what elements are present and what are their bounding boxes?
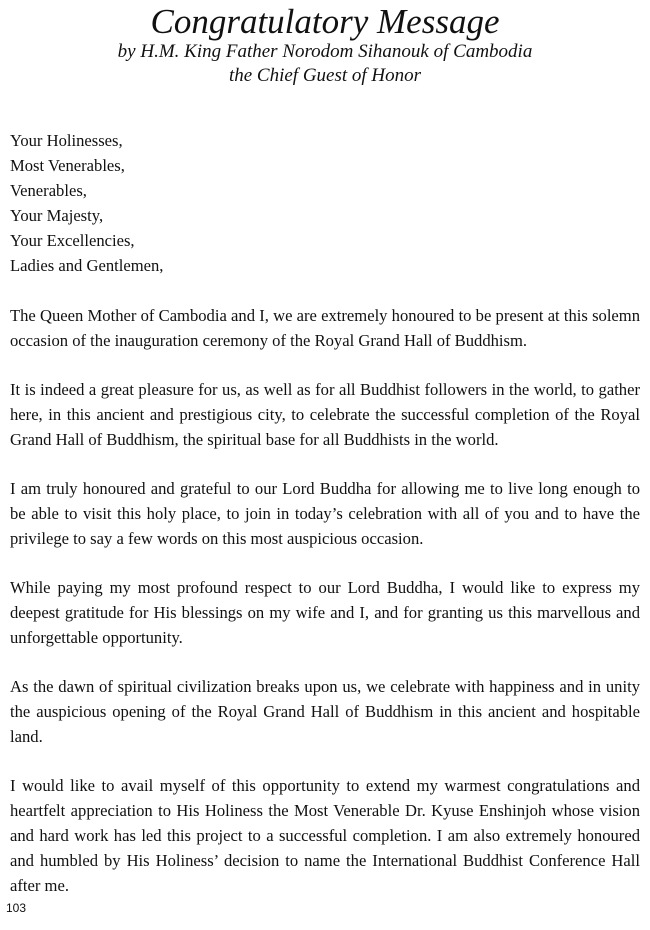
salutation-line: Most Venerables, [10, 156, 125, 175]
salutation-line: Venerables, [10, 181, 87, 200]
salutation-list [10, 128, 640, 278]
paragraph: It is indeed a great pleasure for us, as well as for all Buddhist followers in the world, to gather here, in this ancient and prestigious city, to celebrate the successful completion of the Royal Grand Hall of Buddhism, the spiritual base for all Buddhists in the world. [10, 380, 640, 449]
salutation-line: Your Excellencies, [10, 231, 135, 250]
paragraph: As the dawn of spiritual civilization breaks upon us, we celebrate with happiness and in unity the auspicious opening of the Royal Grand Hall of Buddhism in this ancient and hospitable land. [10, 677, 640, 746]
page-subtitle-author: by H.M. King Father Norodom Sihanouk of Cambodia [117, 41, 533, 62]
salutation-line: Your Holinesses, [10, 131, 123, 150]
page-number: 103 [6, 901, 27, 915]
salutation-line: Your Majesty, [10, 206, 104, 225]
paragraph: The Queen Mother of Cambodia and I, we are extremely honoured to be present at this solemn occasion of the inauguration ceremony of the Royal Grand Hall of Buddhism. [10, 306, 640, 350]
message-body [10, 128, 640, 922]
salutation-line: Ladies and Gentlemen, [10, 256, 164, 275]
paragraph: While paying my most profound respect to our Lord Buddha, I would like to express my deepest gratitude for His blessings on my wife and I, and for granting us this marvellous and unforgettable opportunity. [10, 578, 640, 647]
paragraph: I am truly honoured and grateful to our Lord Buddha for allowing me to live long enough to be able to visit this holy place, to join in today’s celebration with all of you and to have the privilege to say a few words on this most auspicious occasion. [10, 479, 640, 548]
paragraph: I would like to avail myself of this opportunity to extend my warmest congratulations and heartfelt appreciation to His Holiness the Most Venerable Dr. Kyuse Enshinjoh whose vision and hard work has led this project to a successful completion. I am also extremely honoured and humbled by His Holiness’ decision to name the International Buddhist Conference Hall after me. [10, 776, 640, 895]
page-subtitle-role: the Chief Guest of Honor [228, 65, 422, 86]
page-title: Congratulatory Message [150, 2, 500, 41]
